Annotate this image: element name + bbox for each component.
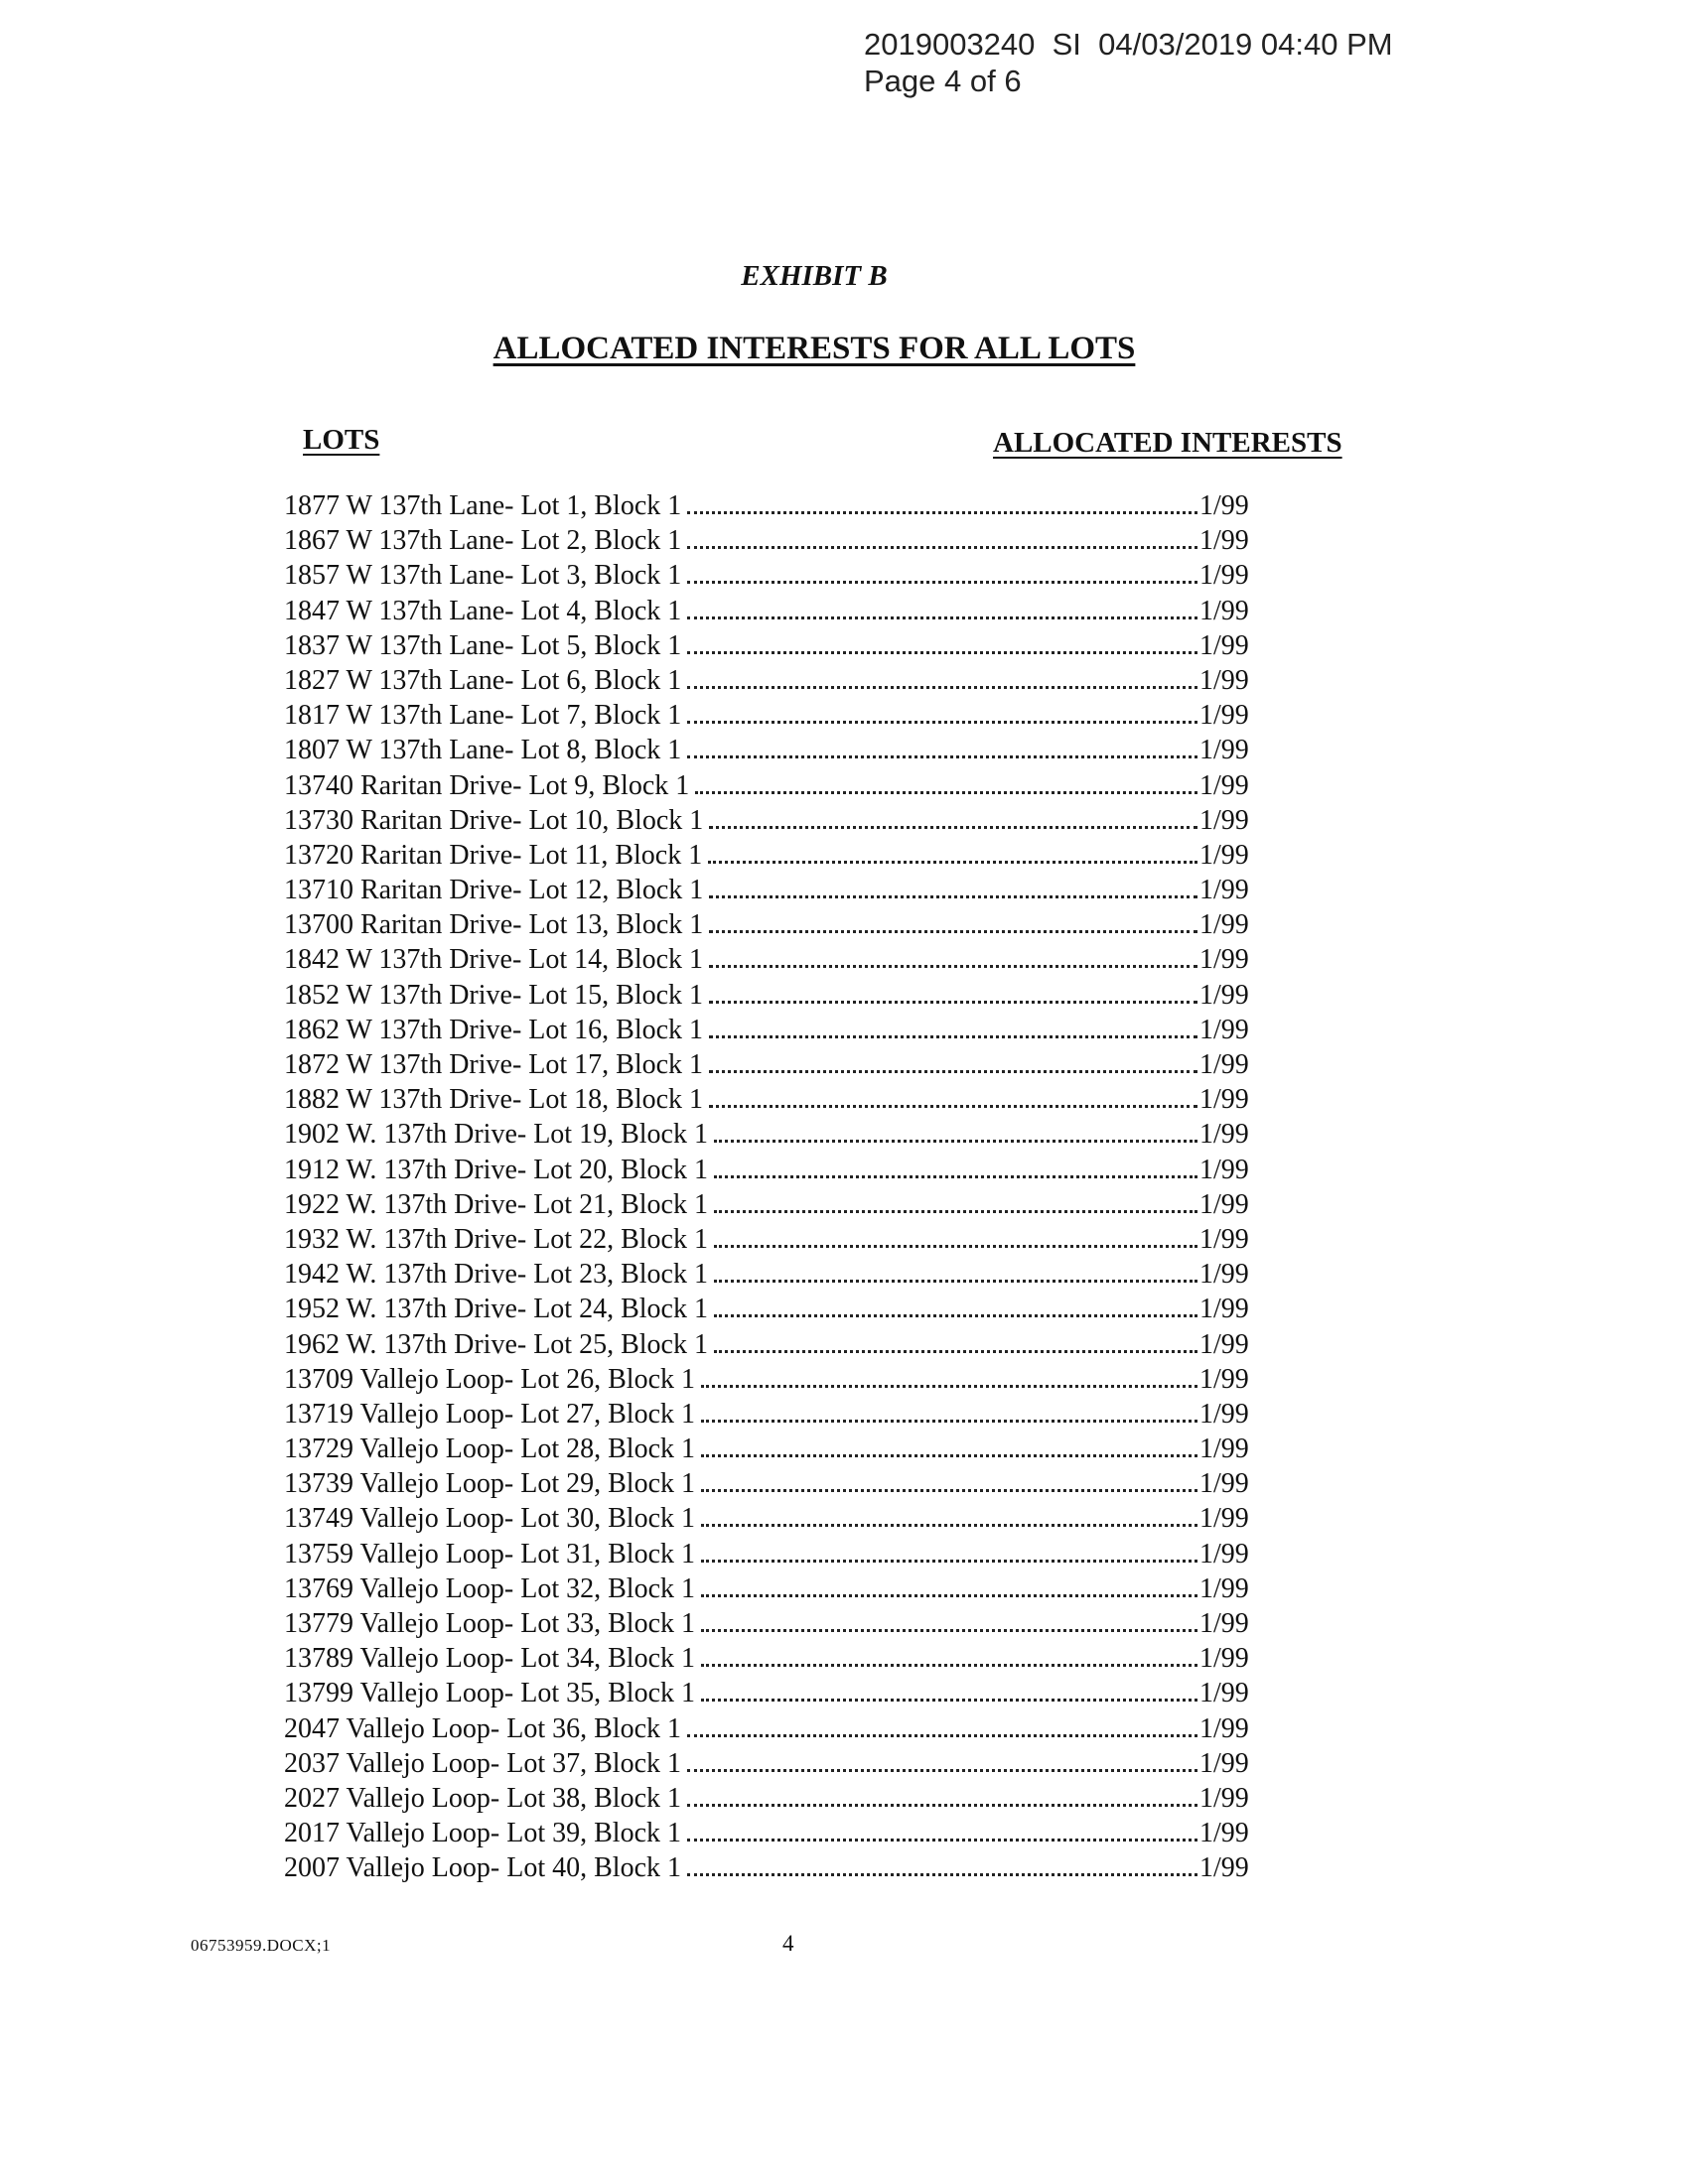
lot-description: 13759 Vallejo Loop- Lot 31, Block 1 <box>284 1538 695 1570</box>
allocated-interest-value: 1/99 <box>1199 1363 1249 1395</box>
dot-leader <box>714 1314 1197 1317</box>
list-item <box>284 1571 1257 1606</box>
lot-description: 1962 W. 137th Drive- Lot 25, Block 1 <box>284 1328 708 1360</box>
list-item <box>284 907 1257 942</box>
list-item <box>284 1292 1257 1326</box>
dot-leader <box>701 1454 1197 1457</box>
page-indicator: Page 4 of 6 <box>864 64 1022 98</box>
list-item <box>284 733 1257 767</box>
list-item <box>284 1466 1257 1501</box>
dot-leader <box>701 1420 1197 1423</box>
dot-leader <box>687 721 1197 724</box>
list-item <box>284 1537 1257 1571</box>
dot-leader <box>687 581 1197 584</box>
list-item <box>284 1327 1257 1362</box>
dot-leader <box>687 616 1197 619</box>
lot-description: 13799 Vallejo Loop- Lot 35, Block 1 <box>284 1678 695 1709</box>
list-item <box>284 1781 1257 1816</box>
dot-leader <box>695 791 1197 794</box>
allocated-interest-value: 1/99 <box>1199 1818 1249 1849</box>
lot-description: 1872 W 137th Drive- Lot 17, Block 1 <box>284 1049 704 1080</box>
allocated-interest-value: 1/99 <box>1199 1084 1249 1116</box>
lot-description: 13779 Vallejo Loop- Lot 33, Block 1 <box>284 1608 695 1639</box>
allocated-interest-value: 1/99 <box>1199 1678 1249 1709</box>
dot-leader <box>701 1489 1197 1492</box>
list-item <box>284 523 1257 558</box>
dot-leader <box>714 1175 1197 1178</box>
allocated-interest-value: 1/99 <box>1199 875 1249 906</box>
allocated-interest-value: 1/99 <box>1199 1608 1249 1639</box>
lot-description: 13729 Vallejo Loop- Lot 28, Block 1 <box>284 1433 695 1465</box>
dot-leader <box>687 755 1197 758</box>
lot-description: 1952 W. 137th Drive- Lot 24, Block 1 <box>284 1294 708 1325</box>
allocated-interest-value: 1/99 <box>1199 1503 1249 1535</box>
dot-leader <box>709 895 1197 898</box>
dot-leader <box>709 930 1197 933</box>
list-item <box>284 1501 1257 1536</box>
recording-number: 2019003240 SI 04/03/2019 04:40 PM <box>864 27 1393 62</box>
dot-leader <box>714 1350 1197 1353</box>
allocated-interest-value: 1/99 <box>1199 1328 1249 1360</box>
allocated-interest-value: 1/99 <box>1199 944 1249 976</box>
dot-leader <box>687 1734 1197 1737</box>
allocated-interest-value: 1/99 <box>1199 735 1249 766</box>
lot-description: 1932 W. 137th Drive- Lot 22, Block 1 <box>284 1223 708 1255</box>
lot-description: 13700 Raritan Drive- Lot 13, Block 1 <box>284 909 704 941</box>
allocated-interest-value: 1/99 <box>1199 1188 1249 1220</box>
dot-leader <box>687 1769 1197 1772</box>
list-item <box>284 594 1257 628</box>
recording-stamp <box>864 26 1393 99</box>
allocated-interest-value: 1/99 <box>1199 1572 1249 1604</box>
dot-leader <box>709 1035 1197 1038</box>
dot-leader <box>714 1140 1197 1143</box>
lot-description: 13740 Raritan Drive- Lot 9, Block 1 <box>284 769 690 801</box>
dot-leader <box>701 1664 1197 1667</box>
allocated-interest-value: 1/99 <box>1199 1014 1249 1045</box>
lot-description: 1882 W 137th Drive- Lot 18, Block 1 <box>284 1084 704 1116</box>
allocated-interest-value: 1/99 <box>1199 1782 1249 1814</box>
allocated-interest-value: 1/99 <box>1199 1747 1249 1779</box>
dot-leader <box>687 651 1197 654</box>
list-item <box>284 558 1257 593</box>
allocated-interest-value: 1/99 <box>1199 1538 1249 1570</box>
dot-leader <box>701 1560 1197 1563</box>
list-item <box>284 768 1257 803</box>
lot-description: 13749 Vallejo Loop- Lot 30, Block 1 <box>284 1503 695 1535</box>
list-item <box>284 1047 1257 1082</box>
lot-description: 1852 W 137th Drive- Lot 15, Block 1 <box>284 979 704 1011</box>
allocated-interest-value: 1/99 <box>1199 1712 1249 1744</box>
list-item <box>284 942 1257 977</box>
lot-description: 13739 Vallejo Loop- Lot 29, Block 1 <box>284 1468 695 1500</box>
dot-leader <box>687 546 1197 549</box>
lot-description: 1817 W 137th Lane- Lot 7, Block 1 <box>284 700 682 732</box>
lot-description: 13709 Vallejo Loop- Lot 26, Block 1 <box>284 1363 695 1395</box>
lot-description: 2047 Vallejo Loop- Lot 36, Block 1 <box>284 1712 681 1744</box>
allocated-interest-value: 1/99 <box>1199 1468 1249 1500</box>
list-item <box>284 1222 1257 1257</box>
list-item <box>284 1257 1257 1292</box>
allocated-interest-value: 1/99 <box>1199 1852 1249 1884</box>
lot-description: 1847 W 137th Lane- Lot 4, Block 1 <box>284 595 682 626</box>
list-item <box>284 1013 1257 1047</box>
page-number: 4 <box>782 1931 794 1956</box>
dot-leader <box>708 861 1197 864</box>
list-item <box>284 1746 1257 1781</box>
allocated-interest-value: 1/99 <box>1199 804 1249 836</box>
document-file-id: 06753959.DOCX;1 <box>191 1936 332 1955</box>
lot-description: 2037 Vallejo Loop- Lot 37, Block 1 <box>284 1747 681 1779</box>
allocated-interest-value: 1/99 <box>1199 629 1249 661</box>
dot-leader <box>701 1524 1197 1527</box>
list-item <box>284 1816 1257 1850</box>
allocated-interest-value: 1/99 <box>1199 1154 1249 1185</box>
lot-description: 13769 Vallejo Loop- Lot 32, Block 1 <box>284 1572 695 1604</box>
dot-leader <box>714 1245 1197 1248</box>
lot-description: 1942 W. 137th Drive- Lot 23, Block 1 <box>284 1259 708 1291</box>
allocated-interest-value: 1/99 <box>1199 525 1249 557</box>
lot-description: 2007 Vallejo Loop- Lot 40, Block 1 <box>284 1852 681 1884</box>
allocated-interest-value: 1/99 <box>1199 595 1249 626</box>
lot-description: 1912 W. 137th Drive- Lot 20, Block 1 <box>284 1154 708 1185</box>
page-title: ALLOCATED INTERESTS FOR ALL LOTS <box>492 331 1136 366</box>
lot-description: 2027 Vallejo Loop- Lot 38, Block 1 <box>284 1782 681 1814</box>
list-item <box>284 838 1257 873</box>
lot-description: 1877 W 137th Lane- Lot 1, Block 1 <box>284 490 682 521</box>
list-item <box>284 1187 1257 1222</box>
allocated-interest-value: 1/99 <box>1199 769 1249 801</box>
dot-leader <box>714 1280 1197 1283</box>
allocated-interest-value: 1/99 <box>1199 1223 1249 1255</box>
list-item <box>284 698 1257 733</box>
lots-column-header: LOTS <box>303 424 380 456</box>
list-item <box>284 1362 1257 1397</box>
allocated-interest-value: 1/99 <box>1199 700 1249 732</box>
allocated-interest-value: 1/99 <box>1199 1294 1249 1325</box>
dot-leader <box>701 1629 1197 1632</box>
dot-leader <box>687 1873 1197 1876</box>
dot-leader <box>701 1699 1197 1702</box>
lot-description: 13789 Vallejo Loop- Lot 34, Block 1 <box>284 1643 695 1675</box>
lot-description: 13719 Vallejo Loop- Lot 27, Block 1 <box>284 1398 695 1430</box>
dot-leader <box>687 1804 1197 1807</box>
lot-description: 13720 Raritan Drive- Lot 11, Block 1 <box>284 839 703 871</box>
list-item <box>284 1711 1257 1746</box>
list-item <box>284 1082 1257 1117</box>
allocated-interest-value: 1/99 <box>1199 979 1249 1011</box>
list-item <box>284 1850 1257 1885</box>
list-item <box>284 663 1257 698</box>
lot-description: 13730 Raritan Drive- Lot 10, Block 1 <box>284 804 704 836</box>
dot-leader <box>709 826 1197 829</box>
lot-description: 1807 W 137th Lane- Lot 8, Block 1 <box>284 735 682 766</box>
dot-leader <box>709 1070 1197 1073</box>
lot-description: 1902 W. 137th Drive- Lot 19, Block 1 <box>284 1119 708 1151</box>
list-item <box>284 873 1257 907</box>
list-item <box>284 1153 1257 1187</box>
allocated-interest-value: 1/99 <box>1199 1643 1249 1675</box>
lot-description: 1922 W. 137th Drive- Lot 21, Block 1 <box>284 1188 708 1220</box>
list-item <box>284 1641 1257 1676</box>
dot-leader <box>687 686 1197 689</box>
lot-description: 13710 Raritan Drive- Lot 12, Block 1 <box>284 875 704 906</box>
list-item <box>284 1117 1257 1152</box>
lot-description: 2017 Vallejo Loop- Lot 39, Block 1 <box>284 1818 681 1849</box>
dot-leader <box>687 511 1197 514</box>
lot-description: 1862 W 137th Drive- Lot 16, Block 1 <box>284 1014 704 1045</box>
allocated-interest-value: 1/99 <box>1199 560 1249 592</box>
lot-description: 1842 W 137th Drive- Lot 14, Block 1 <box>284 944 704 976</box>
dot-leader <box>714 1210 1197 1213</box>
lot-description: 1837 W 137th Lane- Lot 5, Block 1 <box>284 629 682 661</box>
allocated-interest-value: 1/99 <box>1199 664 1249 696</box>
allocated-interest-value: 1/99 <box>1199 1049 1249 1080</box>
list-item <box>284 1606 1257 1641</box>
lots-list <box>284 488 1257 1886</box>
allocated-interest-value: 1/99 <box>1199 1259 1249 1291</box>
list-item <box>284 1397 1257 1432</box>
dot-leader <box>709 965 1197 968</box>
lot-description: 1827 W 137th Lane- Lot 6, Block 1 <box>284 664 682 696</box>
list-item <box>284 1432 1257 1466</box>
allocated-interest-value: 1/99 <box>1199 490 1249 521</box>
allocated-interest-value: 1/99 <box>1199 909 1249 941</box>
lot-description: 1857 W 137th Lane- Lot 3, Block 1 <box>284 560 682 592</box>
list-item <box>284 488 1257 523</box>
allocated-interests-column-header: ALLOCATED INTERESTS <box>993 427 1342 459</box>
dot-leader <box>701 1594 1197 1597</box>
dot-leader <box>709 1105 1197 1108</box>
list-item <box>284 803 1257 838</box>
allocated-interest-value: 1/99 <box>1199 839 1249 871</box>
allocated-interest-value: 1/99 <box>1199 1398 1249 1430</box>
dot-leader <box>701 1385 1197 1388</box>
dot-leader <box>709 1001 1197 1004</box>
exhibit-label: EXHIBIT B <box>741 260 888 292</box>
allocated-interest-value: 1/99 <box>1199 1433 1249 1465</box>
list-item <box>284 628 1257 663</box>
list-item <box>284 978 1257 1013</box>
lot-description: 1867 W 137th Lane- Lot 2, Block 1 <box>284 525 682 557</box>
list-item <box>284 1676 1257 1710</box>
dot-leader <box>687 1839 1197 1842</box>
allocated-interest-value: 1/99 <box>1199 1119 1249 1151</box>
